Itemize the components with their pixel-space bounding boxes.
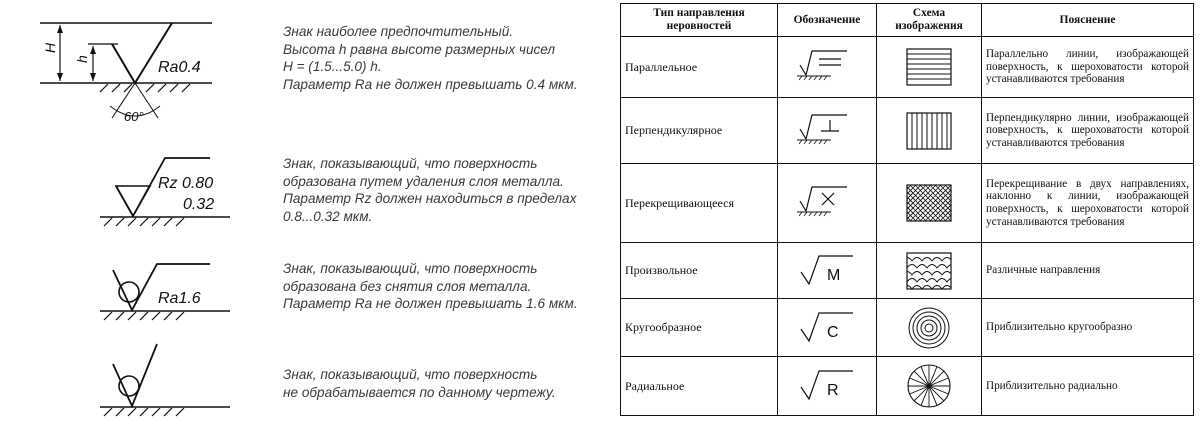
parallel-symbol-icon [778,37,877,98]
radial-symbol-icon [778,357,877,416]
direction-name: Произвольное [621,243,778,299]
direction-note: Приблизительно кругообразно [982,299,1194,357]
mark-letter-c: C [827,323,839,341]
roughness-value-032: 0.32 [183,196,215,213]
table-row [621,357,1194,416]
description-not-machined: Знак, показывающий, что поверхность не обрабатывается по данному чертежу. [283,367,556,400]
direction-note: Перекрещивание в двух направлениях, наклонно к линии, изображающей поверхность, к шероховатости которой устанавливаются требования [982,164,1194,243]
direction-note: Приблизительно радиально [982,357,1194,416]
direction-note: Параллельно линии, изображающей поверхность, к шероховатости которой устанавливаются требования [982,37,1194,98]
table-row [621,243,1194,299]
crosshatch-pattern-icon [877,164,982,243]
height-h-label: h [74,55,90,63]
table-header-row [621,4,1194,37]
roughness-sign-no-removal-symbol [0,256,270,326]
header-explanation: Пояснение [982,4,1194,37]
radial-lines-pattern-icon [877,357,982,416]
cross-symbol-icon [778,164,877,243]
table-row [621,299,1194,357]
roughness-value-ra16: Ra1.6 [158,290,201,307]
roughness-sign-preferred-symbol [0,0,270,130]
direction-name: Радиальное [621,357,778,416]
table-row [621,164,1194,243]
concentric-circles-pattern-icon [877,299,982,357]
height-H-label: H [42,42,58,53]
description-preferred: Знак наиболее предпочтительный. Высота h равна высоте размерных чисел H = (1.5...5.0) h. Параметр Ra не должен превышать 0.4 мкм. [283,24,578,92]
mark-letter-r: R [827,382,839,399]
roughness-value-rz080: Rz 0.80 [158,175,214,192]
scale-pattern-icon [877,243,982,299]
perpendicular-symbol-icon [778,98,877,164]
mark-letter-m: M [827,266,841,284]
direction-name: Перпендикулярное [621,98,778,164]
roughness-sign-not-machined-symbol [0,340,270,420]
direction-note: Перпендикулярно линии, изображающей поверхность, к шероховатости которой устанавливаются требования [982,98,1194,164]
table-row [621,37,1194,98]
header-designation: Обозначение [778,4,877,37]
arbitrary-symbol-icon [778,243,877,299]
horizontal-lines-pattern-icon [877,37,982,98]
roughness-value-ra04: Ra0.4 [158,59,201,76]
direction-name: Параллельное [621,37,778,98]
direction-name: Перекрещивающееся [621,164,778,243]
vertical-lines-pattern-icon [877,98,982,164]
table-row [621,98,1194,164]
description-no-removal: Знак, показывающий, что поверхность образована без снятия слоя металла. Параметр Ra не должен превышать 1.6 мкм. [283,261,578,311]
direction-name: Кругообразное [621,299,778,357]
circular-symbol-icon [778,299,877,357]
roughness-direction-table [620,3,1194,416]
description-removal: Знак, показывающий, что поверхность образована путем удаления слоя металла. Параметр Rz должен находиться в пределах 0.8...0.32 мкм. [283,156,577,224]
roughness-sign-removal-symbol [0,150,270,240]
direction-note: Различные направления [982,243,1194,299]
header-type: Тип направления неровностей [621,4,778,37]
angle-label: 60° [124,109,144,124]
header-scheme: Схема изображения [877,4,982,37]
